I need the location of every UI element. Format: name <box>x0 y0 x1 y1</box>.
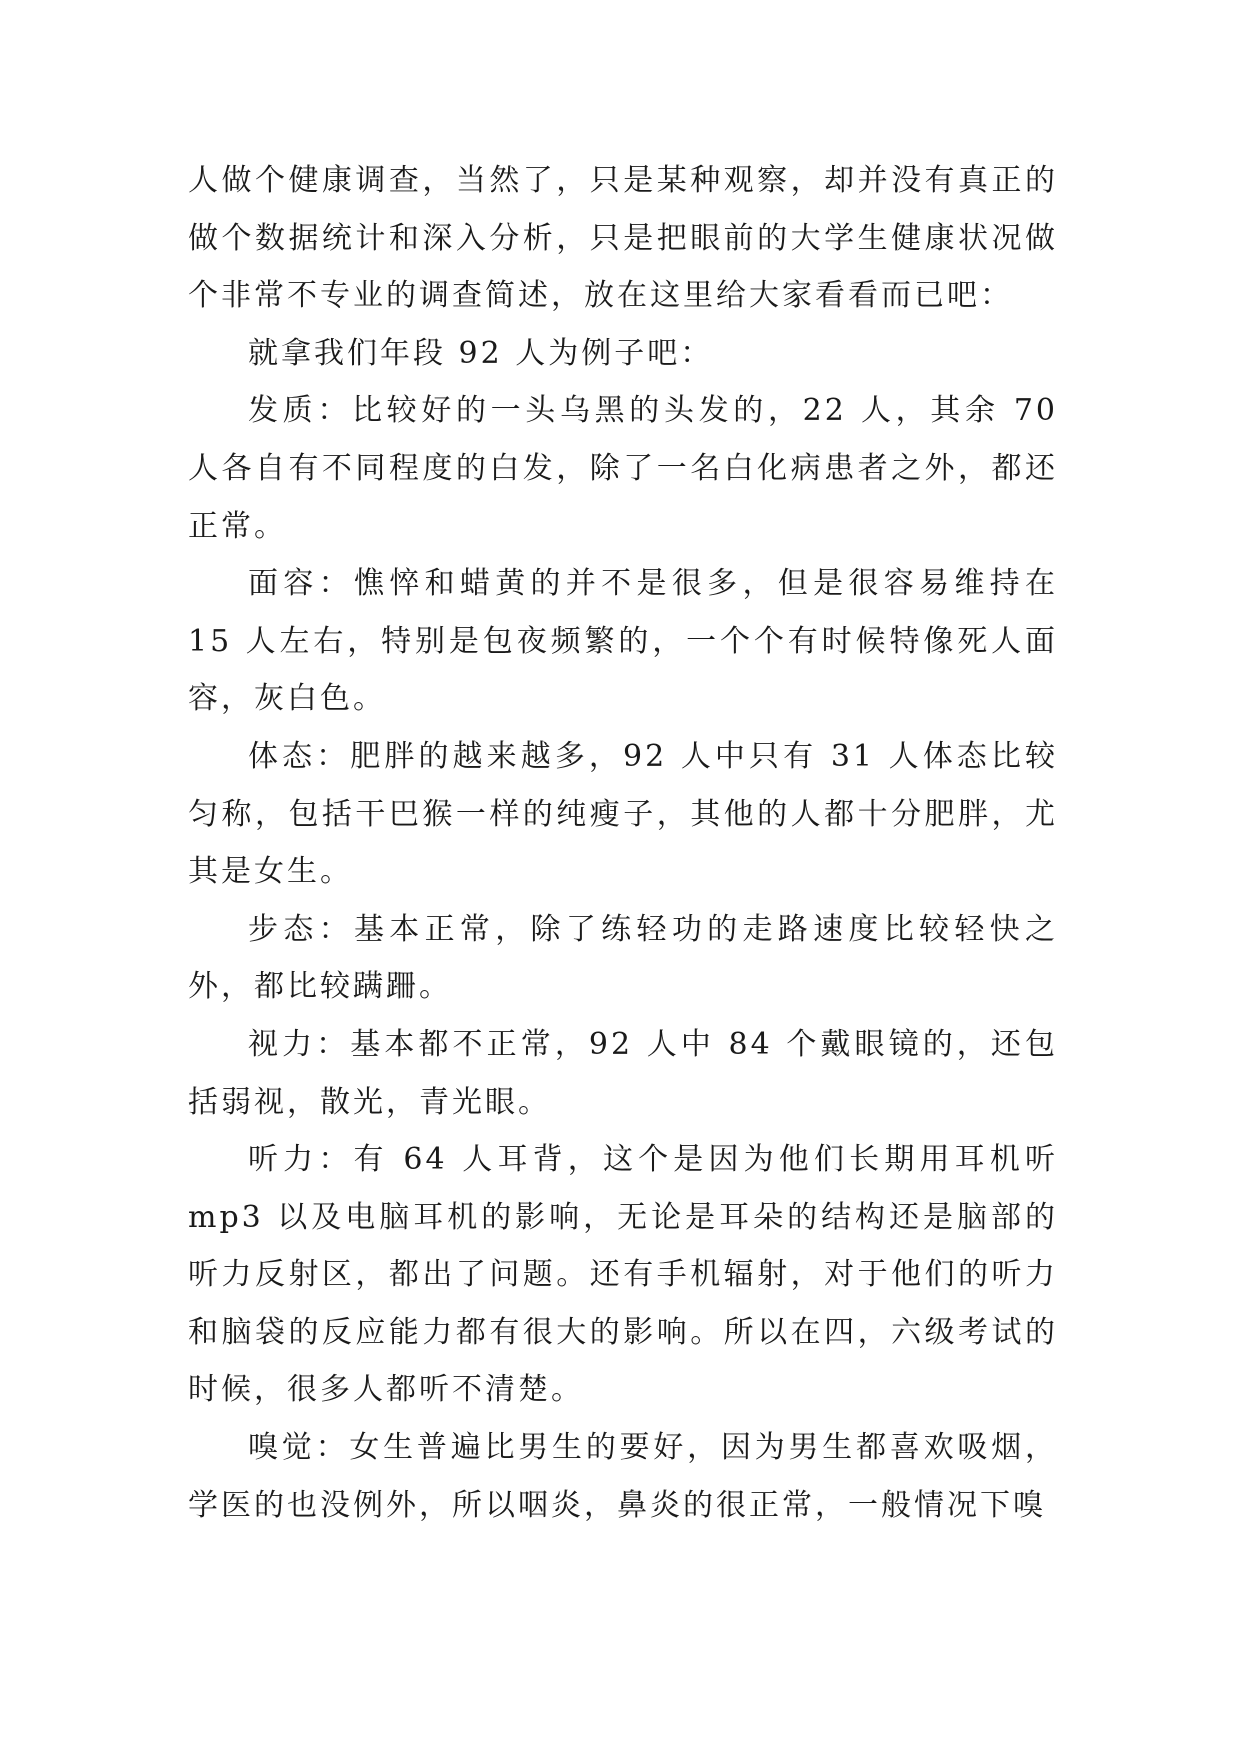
paragraph-smell: 嗅觉：女生普遍比男生的要好，因为男生都喜欢吸烟，学医的也没例外，所以咽炎，鼻炎的很正常，一般情况下嗅 <box>188 1430 1058 1523</box>
paragraph-intro: 人做个健康调查，当然了，只是某种观察，却并没有真正的做个数据统计和深入分析，只是把眼前的大学生健康状况做个非常不专业的调查简述，放在这里给大家看看而已吧： <box>188 163 1058 314</box>
document-body <box>188 152 1058 1534</box>
paragraph-example: 就拿我们年段 92 人为例子吧： <box>248 335 714 371</box>
paragraph-hearing: 听力：有 64 人耳背，这个是因为他们长期用耳机听 mp3 以及电脑耳机的影响，无论是耳朵的结构还是脑部的听力反射区，都出了问题。还有手机辐射，对于他们的听力和脑袋的反应能力都有很大的影响。所以在四，六级考试的时候，很多人都听不清楚。 <box>188 1142 1058 1408</box>
paragraph-vision: 视力：基本都不正常，92 人中 84 个戴眼镜的，还包括弱视，散光，青光眼。 <box>188 1026 1058 1120</box>
paragraph-gait: 步态：基本正常，除了练轻功的走路速度比较轻快之外，都比较蹒跚。 <box>188 911 1058 1005</box>
paragraph-face: 面容：憔悴和蜡黄的并不是很多，但是很容易维持在 15 人左右，特别是包夜频繁的，一个个有时候特像死人面容，灰白色。 <box>188 566 1058 717</box>
paragraph-hair: 发质：比较好的一头乌黑的头发的，22 人，其余 70 人各自有不同程度的白发，除了一名白化病患者之外，都还正常。 <box>188 393 1058 544</box>
paragraph-body-shape: 体态：肥胖的越来越多，92 人中只有 31 人体态比较匀称，包括干巴猴一样的纯瘦子，其他的人都十分肥胖，尤其是女生。 <box>188 738 1058 890</box>
